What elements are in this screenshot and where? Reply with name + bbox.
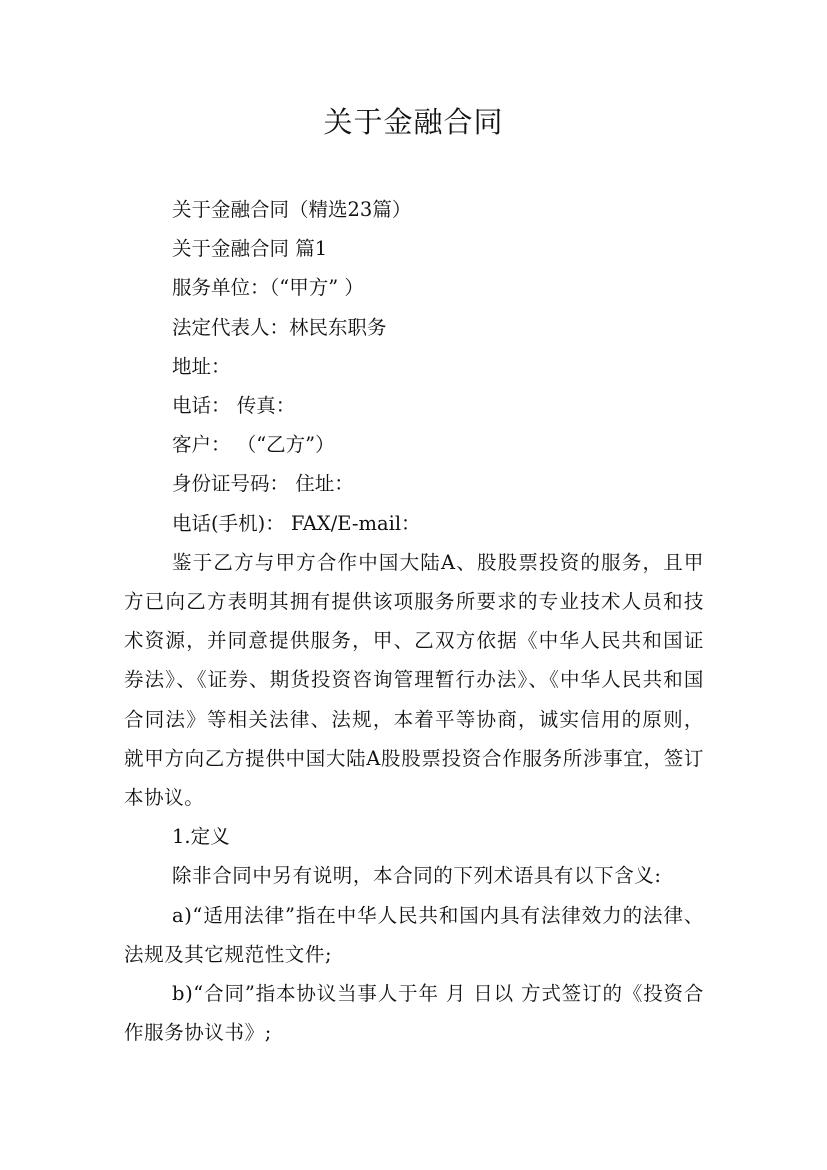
section-heading: 关于金融合同 篇1 [172, 237, 328, 261]
document-body [124, 190, 704, 1052]
phone-fax-line: 电话： 传真： [172, 394, 296, 418]
definition-b-paragraph: b)“合同”指本协议当事人于年 月 日以 方式签订的《投资合作服务协议书》; [124, 982, 704, 1045]
party-b-line: 客户： （“乙方”） [172, 433, 335, 457]
mobile-email-line: 电话(手机)： FAX/E-mail： [172, 511, 421, 535]
party-a-line: 服务单位：（“甲方” ） [172, 276, 364, 300]
document-title: 关于金融合同 [323, 105, 504, 139]
definitions-intro-paragraph: 除非合同中另有说明，本合同的下列术语具有以下含义: [172, 864, 662, 888]
id-address-line: 身份证号码： 住址： [172, 472, 354, 496]
definition-a-paragraph: a)“适用法律”指在中华人民共和国内具有法律效力的法律、法规及其它规范性文件; [124, 903, 704, 966]
definitions-heading: 1.定义 [172, 825, 230, 849]
address-line: 地址： [172, 354, 231, 378]
subtitle-line: 关于金融合同（精选23篇） [172, 198, 412, 221]
intro-paragraph: 鉴于乙方与甲方合作中国大陆A、股股票投资的服务，且甲方已向乙方表明其拥有提供该项服务所要求的专业技术人员和技术资源，并同意提供服务，甲、乙双方依据《中华人民共和国证券法》、《证券、期货投资咨询管理暂行办法》、《中华人民共和国合同法》等相关法律、法规，本着平等协商，诚实信用的原则，就甲方向乙方提供中国大陆A股股票投资合作服务所涉事宜，签订本协议。 [124, 550, 704, 810]
legal-representative-line: 法定代表人：林民东职务 [172, 315, 387, 339]
